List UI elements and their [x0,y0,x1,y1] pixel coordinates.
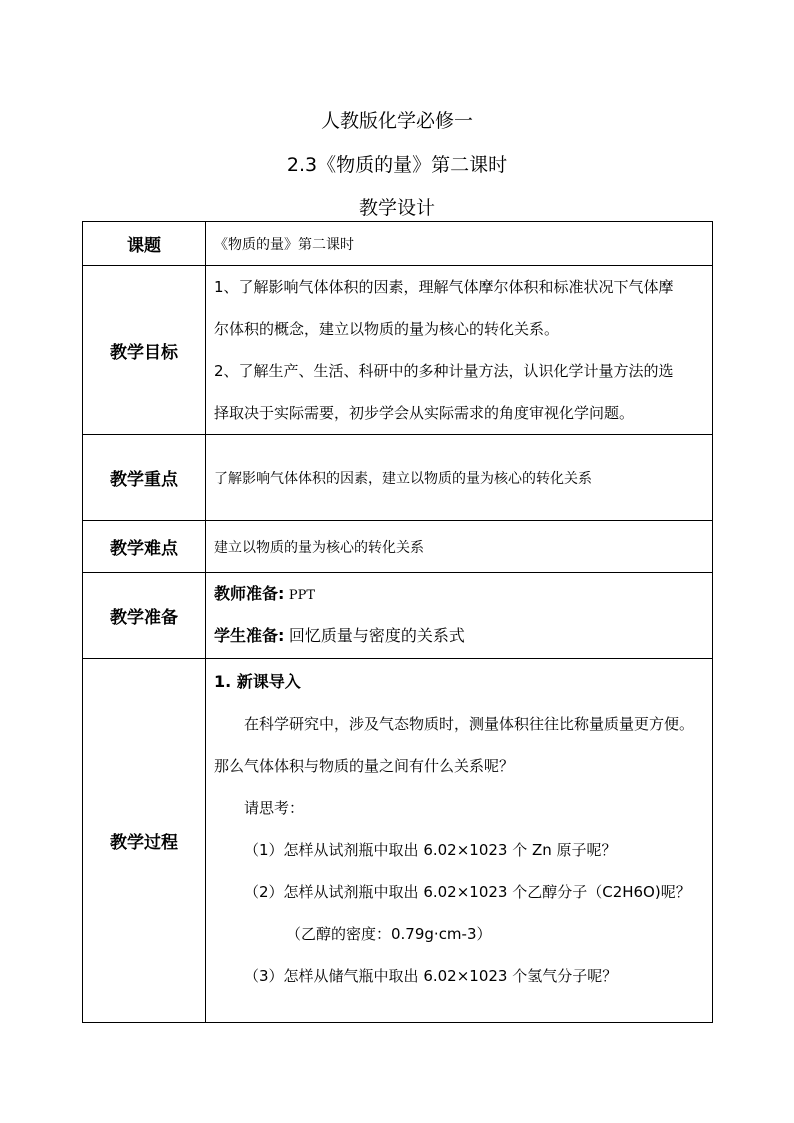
question-2: （2）怎样从试剂瓶中取出 6.02×1023 个乙醇分子（C2H6O)呢？ [244,883,691,901]
think-prompt: 请思考： [244,799,305,817]
row-difficulties [83,521,713,573]
row-preparation [83,573,713,659]
question-1: （1）怎样从试剂瓶中取出 6.02×1023 个 Zn 原子呢？ [244,841,617,859]
intro-line-2: 那么气体体积与物质的量之间有什么关系呢？ [214,757,515,775]
objectives-label: 教学目标 [83,266,206,435]
process-label: 教学过程 [83,659,206,1023]
objective-line-3: 2、了解生产、生活、科研中的多种计量方法，认识化学计量方法的选 [214,362,674,380]
student-prep-value: 回忆质量与密度的关系式 [288,626,465,645]
objective-line-2: 尔体积的概念，建立以物质的量为核心的转化关系。 [214,320,560,338]
objective-line-4: 择取决于实际需要，初步学会从实际需求的角度审视化学问题。 [214,404,635,422]
row-objectives [83,266,713,435]
lesson-plan-table [82,221,713,1023]
teacher-prep-value: PPT [288,588,316,603]
row-key-points [83,435,713,521]
process-content [206,659,713,1023]
key-points-value: 了解影响气体体积的因素，建立以物质的量为核心的转化关系 [206,435,713,521]
question-3: （3）怎样从储气瓶中取出 6.02×1023 个氢气分子呢？ [244,967,618,985]
process-section-title: 1. 新课导入 [214,672,301,691]
question-2-note: （乙醇的密度：0.79g·cm-3） [286,925,492,943]
preparation-content [206,573,713,659]
row-topic [83,222,713,266]
difficulties-label: 教学难点 [83,521,206,573]
student-prep-label: 学生准备: [214,626,285,645]
topic-value: 《物质的量》第二课时 [206,222,713,266]
document-title: 人教版化学必修一 [320,110,473,132]
lesson-title: 2.3《物质的量》第二课时 [286,154,508,176]
teacher-prep-label: 教师准备: [214,584,285,603]
objective-line-1: 1、了解影响气体体积的因素，理解气体摩尔体积和标准状况下气体摩 [214,278,674,296]
objectives-content [206,266,713,435]
key-points-label: 教学重点 [83,435,206,521]
document-subtitle: 教学设计 [358,197,435,219]
difficulties-value: 建立以物质的量为核心的转化关系 [206,521,713,573]
preparation-label: 教学准备 [83,573,206,659]
row-process [83,659,713,1023]
intro-line-1: 在科学研究中，涉及气态物质时，测量体积往往比称量质量更方便。 [244,715,695,733]
topic-label: 课题 [83,222,206,266]
